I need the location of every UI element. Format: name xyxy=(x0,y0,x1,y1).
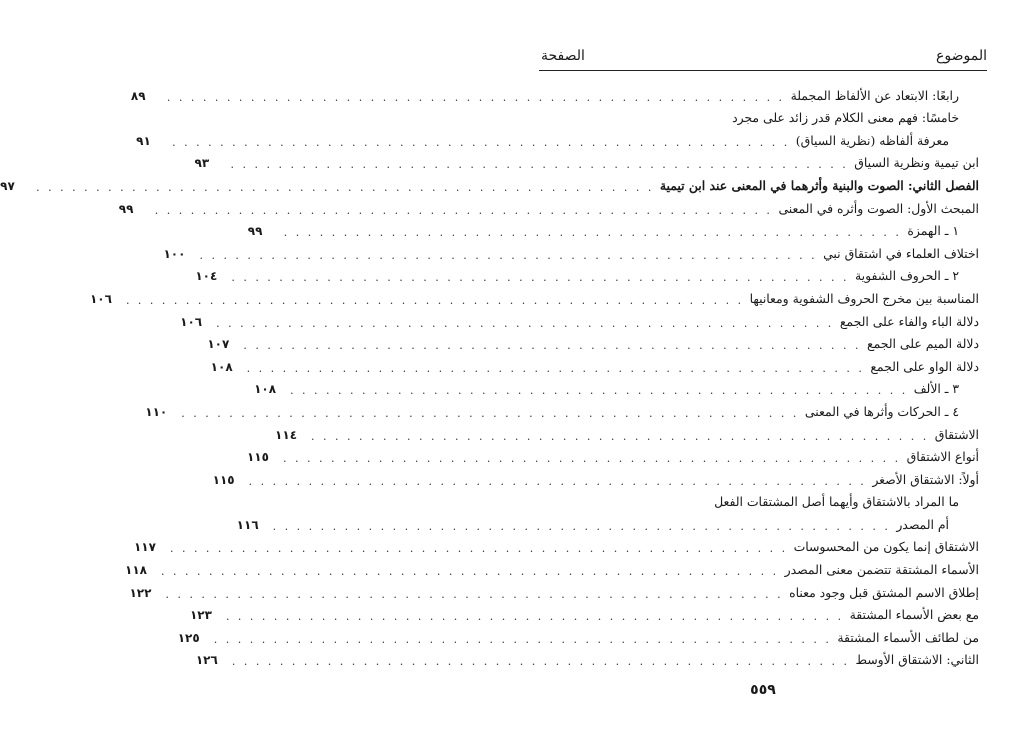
toc-entry-page: ٩٩ xyxy=(118,201,134,216)
toc-entry xyxy=(539,103,979,126)
toc-entry-page: ١١٥ xyxy=(246,450,269,465)
dot-leader: . . . . . . . . . . . . . . . . . . . . . . . . . . . . . . . . . . . . . . . . . . . . . . . . . . . . xyxy=(172,135,790,149)
toc-entry-title: دلالة الباء والفاء على الجمع xyxy=(839,313,979,329)
toc-entry xyxy=(275,419,979,443)
toc-entry-title: الاشتقاق إنما يكون من المحسوسات xyxy=(793,539,979,555)
dot-leader: . . . . . . . . . . . . . . . . . . . . . . . . . . . . . . . . . . . . . . . . . . . . . . . . . . . . xyxy=(272,519,891,533)
toc-entry-title: الأسماء المشتقة تتضمن معنى المصدر xyxy=(784,562,979,578)
dot-leader: . . . . . . . . . . . . . . . . . . . . . . . . . . . . . . . . . . . . . . . . . . . . . . . . . . . . xyxy=(213,632,832,646)
dot-leader: . . . . . . . . . . . . . . . . . . . . . . . . . . . . . . . . . . . . . . . . . . . . . . . . . . . . xyxy=(248,474,867,488)
dot-leader: . . . . . . . . . . . . . . . . . . . . . . . . . . . . . . . . . . . . . . . . . . . . . . . . . . . . xyxy=(225,610,844,624)
toc-entry-page: ١٢٢ xyxy=(129,585,152,600)
page-heading: الصفحة xyxy=(541,48,585,64)
toc-entry-page: ٩٧ xyxy=(0,178,15,193)
dot-leader: . . . . . . . . . . . . . . . . . . . . . . . . . . . . . . . . . . . . . . . . . . . . . . . . . . . . xyxy=(243,339,862,353)
dot-leader: . . . . . . . . . . . . . . . . . . . . . . . . . . . . . . . . . . . . . . . . . . . . . . . . . . . . xyxy=(290,384,908,398)
toc-entry-page: ١٠٨ xyxy=(210,359,233,374)
toc-entry xyxy=(195,261,979,285)
toc-entry xyxy=(212,464,979,488)
toc-entry-page: ٨٩ xyxy=(130,88,146,103)
toc-entry-page: ١١٠ xyxy=(145,404,168,419)
toc-list xyxy=(0,80,979,669)
toc-entry xyxy=(130,80,979,104)
toc-entry-title: ابن تيمية ونظرية السياق xyxy=(854,155,979,171)
subject-heading: الموضوع xyxy=(936,48,987,64)
dot-leader: . . . . . . . . . . . . . . . . . . . . . . . . . . . . . . . . . . . . . . . . . . . . . . . . . . . . xyxy=(36,180,654,194)
toc-entry-title: أولاً: الاشتقاق الأصغر xyxy=(872,471,979,487)
toc-entry-title: الفصل الثاني: الصوت والبنية وأثرهما في المعنى عند ابن تيمية xyxy=(659,177,979,193)
toc-entry-page: ١٠٧ xyxy=(207,337,230,352)
toc-entry-page: ٩٣ xyxy=(194,156,210,171)
toc-entry-title: ما المراد بالاشتقاق وأيهما أصل المشتقات الفعل xyxy=(714,494,959,510)
toc-entry xyxy=(133,532,979,556)
toc-entry-title: ٢ ـ الحروف الشفوية xyxy=(854,268,959,284)
toc-entry xyxy=(189,600,979,624)
toc-entry-page: ١١٨ xyxy=(125,563,147,578)
toc-entry xyxy=(0,170,979,194)
toc-header xyxy=(541,42,987,64)
toc-entry xyxy=(129,577,979,601)
toc-entry xyxy=(254,374,979,398)
toc-entry-page: ١١٥ xyxy=(212,472,235,487)
toc-entry xyxy=(194,148,979,172)
toc-entry-title: من لطائف الأسماء المشتقة xyxy=(837,629,979,645)
dot-leader: . . . . . . . . . . . . . . . . . . . . . . . . . . . . . . . . . . . . . . . . . . . . . . . . . . . . xyxy=(246,361,865,375)
toc-entry-page: ١٠٨ xyxy=(254,382,277,397)
toc-entry-title: المناسبة بين مخرج الحروف الشفوية ومعانيها xyxy=(749,290,979,306)
toc-entry xyxy=(195,645,979,669)
toc-entry-title: دلالة الواو على الجمع xyxy=(870,358,979,374)
toc-entry-title: ٣ ـ الألف xyxy=(913,381,959,397)
toc-entry-title: أم المصدر xyxy=(896,516,949,532)
page-number: ٥٥٩ xyxy=(750,682,776,698)
dot-leader: . . . . . . . . . . . . . . . . . . . . . . . . . . . . . . . . . . . . . . . . . . . . . . . . . . . . xyxy=(283,226,902,240)
toc-entry-title: أنواع الاشتقاق xyxy=(906,449,979,465)
toc-entry-title: دلالة الميم على الجمع xyxy=(867,336,979,352)
toc-entry-page: ١١٧ xyxy=(133,540,156,555)
dot-leader: . . . . . . . . . . . . . . . . . . . . . . . . . . . . . . . . . . . . . . . . . . . . . . . . . . . . xyxy=(231,655,850,669)
toc-entry-title: إطلاق الاسم المشتق قبل وجود معناه xyxy=(789,584,979,600)
toc-entry-title: مع بعض الأسماء المشتقة xyxy=(849,607,979,623)
toc-entry xyxy=(247,216,979,240)
dot-leader: . . . . . . . . . . . . . . . . . . . . . . . . . . . . . . . . . . . . . . . . . . . . . . . . . . . . xyxy=(166,90,785,104)
toc-entry-page: ١٢٦ xyxy=(195,653,218,668)
header-rule xyxy=(539,70,987,71)
toc-entry-page: ١١٦ xyxy=(236,517,259,532)
toc-entry xyxy=(145,396,979,420)
toc-entry-page: ١٠٦ xyxy=(180,314,203,329)
toc-entry-page: ١٠٤ xyxy=(195,269,218,284)
dot-leader: . . . . . . . . . . . . . . . . . . . . . . . . . . . . . . . . . . . . . . . . . . . . . . . . . . . . xyxy=(216,316,834,330)
toc-entry xyxy=(207,329,979,353)
dot-leader: . . . . . . . . . . . . . . . . . . . . . . . . . . . . . . . . . . . . . . . . . . . . . . . . . . . . xyxy=(165,587,784,601)
toc-entry-title: ٤ ـ الحركات وأثرها في المعنى xyxy=(804,403,959,419)
toc-entry xyxy=(246,442,979,466)
toc-entry-page: ٩١ xyxy=(136,133,151,148)
toc-entry xyxy=(163,238,979,262)
dot-leader: . . . . . . . . . . . . . . . . . . . . . . . . . . . . . . . . . . . . . . . . . . . . . . . . . . . . xyxy=(125,293,744,307)
toc-entry xyxy=(539,487,979,510)
toc-entry xyxy=(210,351,979,375)
toc-entry-page: ١٠٦ xyxy=(89,291,112,306)
toc-entry xyxy=(125,554,979,579)
dot-leader: . . . . . . . . . . . . . . . . . . . . . . . . . . . . . . . . . . . . . . . . . . . . . . . . . . . . xyxy=(199,248,818,262)
toc-entry xyxy=(177,622,979,646)
toc-entry xyxy=(180,306,979,330)
dot-leader: . . . . . . . . . . . . . . . . . . . . . . . . . . . . . . . . . . . . . . . . . . . . . . . . . . . . xyxy=(231,271,849,285)
toc-entry-title: ١ ـ الهمزة xyxy=(907,223,959,239)
toc-entry-title: الاشتقاق xyxy=(934,426,979,442)
toc-entry-title: اختلاف العلماء في اشتقاق نبي xyxy=(823,245,979,261)
dot-leader: . . . . . . . . . . . . . . . . . . . . . . . . . . . . . . . . . . . . . . . . . . . . . . . . . . . . xyxy=(154,203,773,217)
dot-leader: . . . . . . . . . . . . . . . . . . . . . . . . . . . . . . . . . . . . . . . . . . . . . . . . . . . . xyxy=(161,565,779,579)
toc-entry xyxy=(236,509,979,533)
toc-entry xyxy=(89,283,979,307)
toc-entry-title: المبحث الأول: الصوت وأثره في المعنى xyxy=(778,200,979,216)
dot-leader: . . . . . . . . . . . . . . . . . . . . . . . . . . . . . . . . . . . . . . . . . . . . . . . . . . . . xyxy=(230,158,849,172)
toc-entry-title: خامسًا: فهم معنى الكلام قدر زائد على مجرد xyxy=(732,110,959,126)
dot-leader: . . . . . . . . . . . . . . . . . . . . . . . . . . . . . . . . . . . . . . . . . . . . . . . . . . . . xyxy=(169,542,788,556)
toc-entry xyxy=(118,193,979,217)
toc-entry-page: ١٢٣ xyxy=(189,608,212,623)
toc-entry-page: ١٢٥ xyxy=(177,630,200,645)
dot-leader: . . . . . . . . . . . . . . . . . . . . . . . . . . . . . . . . . . . . . . . . . . . . . . . . . . . . xyxy=(311,429,929,443)
toc-entry-page: ٩٩ xyxy=(247,224,263,239)
toc-entry xyxy=(136,125,979,149)
toc-entry-page: ١٠٠ xyxy=(163,246,186,261)
dot-leader: . . . . . . . . . . . . . . . . . . . . . . . . . . . . . . . . . . . . . . . . . . . . . . . . . . . . xyxy=(181,406,799,420)
toc-entry-title: معرفة ألفاظه (نظرية السياق) xyxy=(795,132,949,148)
toc-entry-page: ١١٤ xyxy=(275,427,298,442)
toc-entry-title: الثاني: الاشتقاق الأوسط xyxy=(855,652,979,668)
dot-leader: . . . . . . . . . . . . . . . . . . . . . . . . . . . . . . . . . . . . . . . . . . . . . . . . . . . . xyxy=(282,452,901,466)
toc-entry-title: رابعًا: الابتعاد عن الألفاظ المجملة xyxy=(790,87,959,103)
